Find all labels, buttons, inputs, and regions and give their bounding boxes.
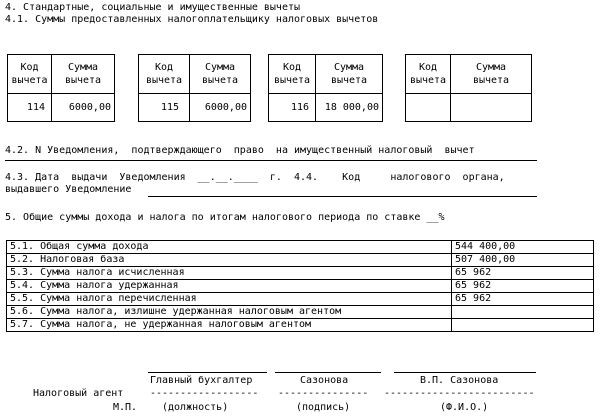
deduction-amount: 6000,00 xyxy=(190,94,251,122)
row-value xyxy=(452,319,594,332)
header-code: Код вычета xyxy=(139,55,190,94)
row-label: 5.5. Сумма налога перечисленная xyxy=(7,293,452,306)
row-value: 65 962 xyxy=(452,267,594,280)
signature-caption: (подпись) xyxy=(296,402,351,413)
row-label: 5.2. Налоговая база xyxy=(7,254,452,267)
deduction-amount: 18 000,00 xyxy=(316,94,383,122)
tax-authority-line xyxy=(148,196,537,197)
row-label: 5.3. Сумма налога исчисленная xyxy=(7,267,452,280)
row-value xyxy=(452,306,594,319)
header-sum: Сумма вычета xyxy=(52,55,115,94)
tax-agent-label: Налоговый агент xyxy=(33,388,124,399)
header-sum: Сумма вычета xyxy=(190,55,251,94)
section-4-3-text: 4.3. Дата выдачи Уведомления __.__.____ г. 4.4. Код налогового органа, xyxy=(5,172,505,183)
row-value: 544 400,00 xyxy=(452,241,594,254)
notification-number-line xyxy=(5,160,537,161)
position-caption: (должность) xyxy=(162,402,229,413)
position-top-line xyxy=(148,372,267,373)
position-dashes: ------------------ xyxy=(150,388,259,399)
row-value: 65 962 xyxy=(452,280,594,293)
deduction-code: 116 xyxy=(269,94,316,122)
sign-dashes: --------------- xyxy=(278,388,369,399)
deduction-table-3 xyxy=(268,54,383,122)
section-4-2-text: 4.2. N Уведомления, подтверждающего право на имущественный налоговый вычет xyxy=(5,145,475,156)
header-code: Код вычета xyxy=(269,55,316,94)
table-row xyxy=(7,319,594,332)
table-row xyxy=(7,293,594,306)
table-row xyxy=(7,267,594,280)
deduction-code: 115 xyxy=(139,94,190,122)
deduction-table-1 xyxy=(7,54,115,122)
row-label: 5.6. Сумма налога, излишне удержанная налоговым агентом xyxy=(7,306,452,319)
section-4-1-title: 4.1. Суммы предоставленных налогоплательщику налоговых вычетов xyxy=(5,14,379,25)
header-code: Код вычета xyxy=(8,55,52,94)
section-4-title: 4. Стандартные, социальные и имущественные вычеты xyxy=(5,2,301,13)
row-value: 507 400,00 xyxy=(452,254,594,267)
deduction-table-2 xyxy=(138,54,251,122)
deduction-table-4 xyxy=(405,54,532,122)
row-label: 5.4. Сумма налога удержанная xyxy=(7,280,452,293)
row-value: 65 962 xyxy=(452,293,594,306)
row-label: 5.1. Общая сумма дохода xyxy=(7,241,452,254)
header-code: Код вычета xyxy=(406,55,451,94)
totals-table xyxy=(6,240,594,332)
row-label: 5.7. Сумма налога, не удержанная налоговым агентом xyxy=(7,319,452,332)
table-row xyxy=(7,280,594,293)
table-row xyxy=(7,254,594,267)
header-sum: Сумма вычета xyxy=(316,55,383,94)
deduction-code: 114 xyxy=(8,94,52,122)
name-dashes: ------------------------- xyxy=(384,388,535,399)
sign-top-line xyxy=(275,372,381,373)
stamp-place: М.П. xyxy=(113,402,138,413)
table-row xyxy=(7,306,594,319)
signature-value: Сазонова xyxy=(300,375,349,386)
name-value: В.П. Сазонова xyxy=(420,375,499,386)
name-top-line xyxy=(394,372,536,373)
deduction-amount xyxy=(451,94,532,122)
name-caption: (Ф.И.О.) xyxy=(440,402,489,413)
deduction-code xyxy=(406,94,451,122)
table-row xyxy=(7,241,594,254)
section-5-title: 5. Общие суммы дохода и налога по итогам налогового периода по ставке __% xyxy=(5,212,445,223)
header-sum: Сумма вычета xyxy=(451,55,532,94)
position-value: Главный бухгалтер xyxy=(150,375,253,386)
section-4-3-text-2: выдавшего Уведомление xyxy=(5,184,132,195)
deduction-amount: 6000,00 xyxy=(52,94,115,122)
